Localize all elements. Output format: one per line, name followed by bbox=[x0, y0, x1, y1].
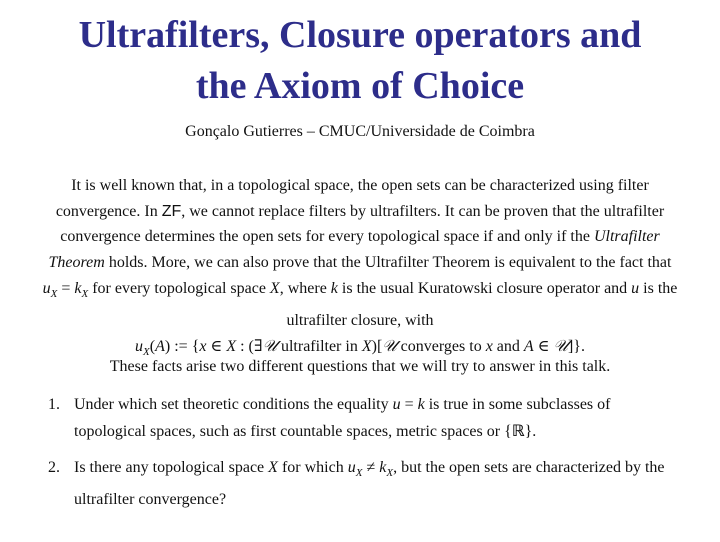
abstract-text: It is well known that, in a topological space, the open sets can be characterized using filter convergence. In bbox=[55, 177, 649, 220]
var-x: X bbox=[269, 279, 280, 297]
abstract-text: , we cannot replace filters by ultrafilters. It can be proven that the ultrafilter convergence determines the open sets for every topological space if and only if the bbox=[60, 202, 665, 246]
abstract-text: , where bbox=[279, 279, 331, 297]
formula-ux-neq-kx: $u_X \ne k_X$ bbox=[347, 459, 394, 480]
questions-list bbox=[48, 392, 678, 523]
formula-ux-eq-kx: $u_X = k_X$ bbox=[42, 279, 89, 300]
page-title bbox=[0, 10, 720, 112]
question-text: , but the open sets are characterized by the ultrafilter convergence? bbox=[74, 459, 665, 508]
var-u: u bbox=[631, 279, 640, 297]
formula-word: and bbox=[496, 338, 520, 356]
abstract-text: is the ultrafilter closure, with bbox=[286, 279, 678, 329]
question-text: for which bbox=[277, 459, 348, 476]
title-line-2: the Axiom of Choice bbox=[195, 65, 525, 107]
item-number: 2. bbox=[48, 459, 60, 476]
formula-word: ultrafilter in bbox=[280, 338, 358, 356]
question-text: is true in some subclasses of topological spaces, such as first countable spaces, metric spaces or bbox=[74, 396, 611, 440]
question-text: Is there any topological space bbox=[74, 459, 269, 476]
var-k: k bbox=[330, 279, 338, 297]
abstract-text: for every topological space bbox=[88, 279, 270, 297]
theorem-name: Ultrafilter Theorem bbox=[48, 228, 660, 272]
author-line: Gonçalo Gutierres – CMUC/Universidade de Coimbra bbox=[185, 123, 535, 140]
formula-ux-definition: $u_X(A)$ := {x ∈ X : (∃𝒰 ultrafilter in X)[𝒰 converges to x and A ∈ 𝒰]}. bbox=[135, 336, 585, 359]
var-x: X bbox=[268, 459, 278, 476]
list-item bbox=[48, 392, 678, 444]
zf-symbol: ZF bbox=[161, 202, 182, 220]
formula-word: converges to bbox=[400, 338, 482, 356]
abstract-paragraph bbox=[42, 173, 678, 366]
abstract-text: holds. More, we can also prove that the Ultrafilter Theorem is equivalent to the fact that bbox=[104, 254, 672, 272]
list-item bbox=[48, 455, 678, 512]
title-line-1: Ultrafilters, Closure operators and bbox=[78, 14, 642, 56]
formula-set-of-reals: {ℝ}. bbox=[504, 420, 537, 440]
formula-u-eq-k: u = k bbox=[392, 396, 425, 413]
question-text: Under which set theoretic conditions the equality bbox=[74, 396, 393, 413]
abstract-text: is the usual Kuratowski closure operator and bbox=[337, 279, 632, 297]
item-number: 1. bbox=[48, 396, 60, 413]
facts-sentence: These facts arise two different questions that we will try to answer in this talk. bbox=[109, 358, 611, 375]
